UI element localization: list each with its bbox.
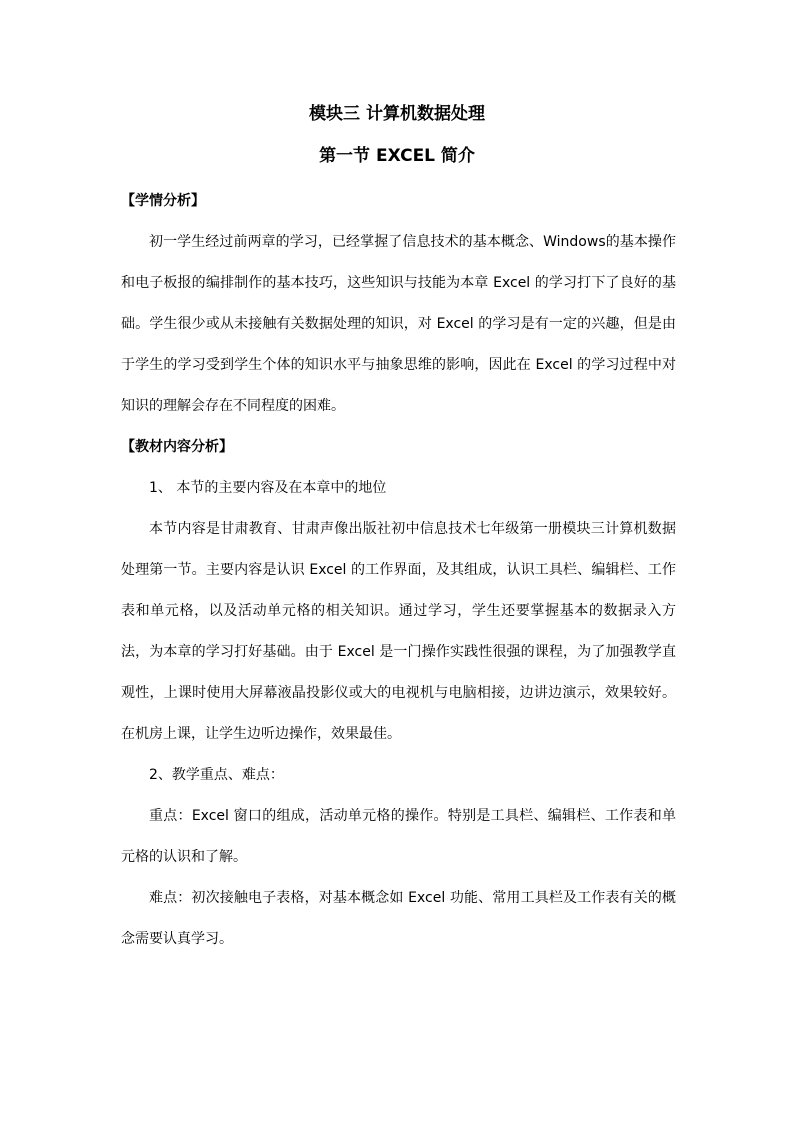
paragraph-key-point: 重点：Excel 窗口的组成，活动单元格的操作。特别是工具栏、编辑栏、工作表和单元格的认识和了解。 <box>121 808 676 865</box>
section-heading-learning-analysis: 【学情分析】 <box>121 193 205 209</box>
section-heading-content-analysis: 【教材内容分析】 <box>121 439 233 455</box>
paragraph-main-content: 本节内容是甘肃教育、甘肃声像出版社初中信息技术七年级第一册模块三计算机数据处理第一节。主要内容是认识 Excel 的工作界面，及其组成，认识工具栏、编辑栏、工作表和单元格，以及活动单元格的相关知识。通过学习，学生还要掌握基本的数据录入方法，为本章的学习打好基础。由于 Excel 是一门操作实践性很强的课程，为了加强教学直观性，上课时使用大屏幕液晶投影仪或大的电视机与电脑相接，边讲边演示，效果较好。在机房上课，让学生边听边操作，效果最佳。 <box>121 521 676 742</box>
paragraph-difficulty: 难点：初次接触电子表格，对基本概念如 Excel 功能、常用工具栏及工作表有关的概念需要认真学习。 <box>121 890 676 947</box>
paragraph-learning-analysis: 初一学生经过前两章的学习，已经掌握了信息技术的基本概念、Windows的基本操作和电子板报的编排制作的基本技巧，这些知识与技能为本章 Excel 的学习打下了良好的基础。学生很少或从未接触有关数据处理的知识，对 Excel 的学习是有一定的兴趣，但是由于学生的学习受到学生个体的知识水平与抽象思维的影响，因此在 Excel 的学习过程中对知识的理解会存在不同程度的困难。 <box>121 234 676 414</box>
page-title: 模块三 计算机数据处理 <box>309 104 485 124</box>
item-title-key-difficult-points: 2、教学重点、难点： <box>149 767 284 783</box>
page-subtitle: 第一节 EXCEL 简介 <box>319 146 475 166</box>
item-title-main-content: 1、 本节的主要内容及在本章中的地位 <box>149 480 387 496</box>
document-body <box>121 181 676 960</box>
